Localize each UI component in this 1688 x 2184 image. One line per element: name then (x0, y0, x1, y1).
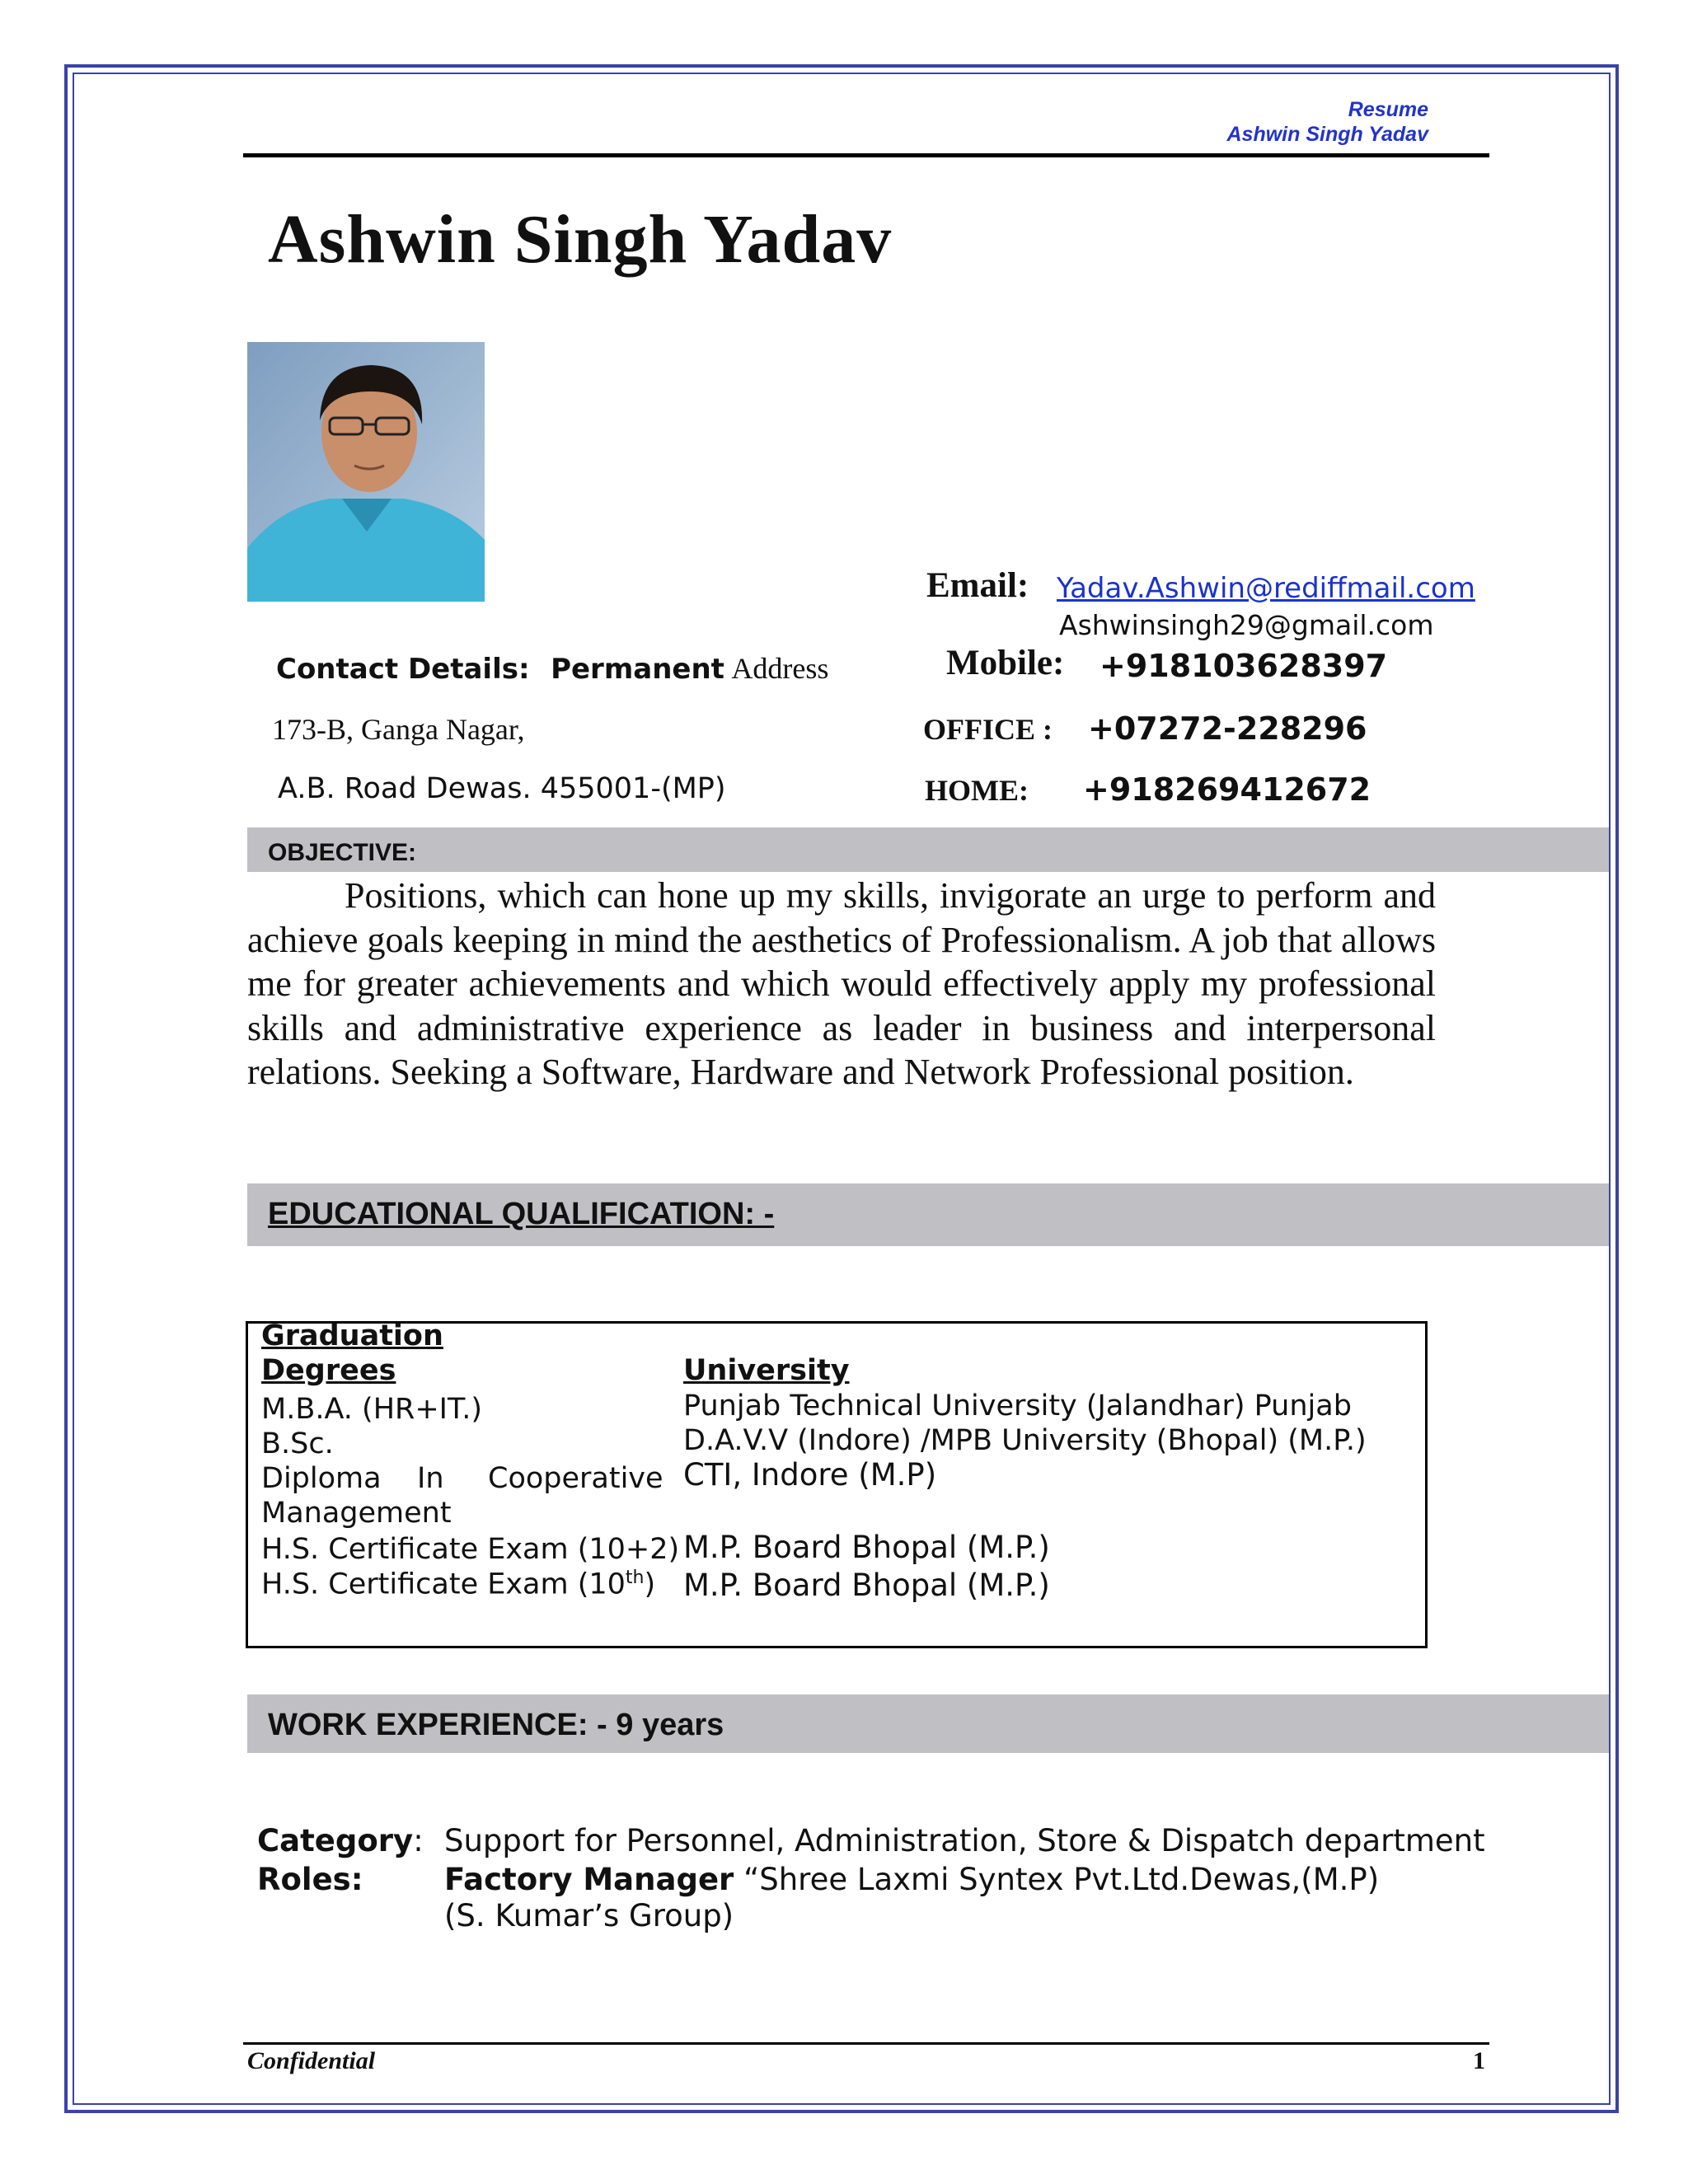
objective-title: OBJECTIVE: (268, 839, 417, 866)
university-row-4: M.P. Board Bhopal (M.P.) (683, 1530, 1050, 1565)
university-row-3: CTI, Indore (M.P) (683, 1457, 937, 1493)
degree-row-1: M.B.A. (HR+IT.) (261, 1393, 482, 1426)
address-line1: 173-B, Ganga Nagar, (272, 713, 525, 746)
office-label: OFFICE : (923, 713, 1053, 746)
roles-group: (S. Kumar’s Group) (444, 1898, 734, 1933)
footer-page-number: 1 (1473, 2047, 1485, 2074)
roles-label: Roles: (257, 1862, 363, 1897)
email-label: Email: (926, 566, 1029, 605)
candidate-name: Ashwin Singh Yadav (268, 201, 893, 278)
education-title: EDUCATIONAL QUALIFICATION: - (268, 1197, 775, 1231)
address-label: Address (731, 652, 829, 685)
roles-value: Factory Manager “Shree Laxmi Syntex Pvt.Ltd.Dewas,(M.P) (444, 1862, 1380, 1897)
footer-confidential: Confidential (247, 2047, 376, 2074)
university-row-2: D.A.V.V (Indore) /MPB University (Bhopal) (M.P.) (683, 1424, 1367, 1457)
contact-details-label: Contact Details: (276, 653, 530, 686)
degree-row-3-word1: Diploma (261, 1462, 382, 1495)
email-primary-link[interactable]: Yadav.Ashwin@rediffmail.com (1057, 572, 1475, 605)
address-line2: A.B. Road Dewas. 455001-(MP) (278, 772, 726, 805)
permanent-label: Permanent (551, 653, 724, 686)
university-row-1: Punjab Technical University (Jalandhar) Punjab (683, 1390, 1352, 1422)
header-resume-label: Resume (1348, 98, 1428, 121)
header-rule (243, 153, 1489, 157)
footer-rule (243, 2042, 1489, 2045)
degree-row-2: B.Sc. (261, 1427, 334, 1460)
category-label: Category: (257, 1823, 424, 1858)
university-row-5: M.P. Board Bhopal (M.P.) (683, 1568, 1050, 1603)
header-name-label: Ashwin Singh Yadav (1226, 123, 1428, 146)
university-header: University (683, 1354, 850, 1387)
degree-row-4: H.S. Certificate Exam (10+2) (261, 1533, 680, 1566)
graduation-label: Graduation (261, 1319, 443, 1352)
degree-row-3-word3: Cooperative (488, 1462, 663, 1495)
mobile-value: +918103628397 (1100, 648, 1388, 684)
degree-row-3-line2: Management (261, 1497, 452, 1530)
contact-details-line (276, 651, 828, 686)
degrees-header: Degrees (261, 1354, 396, 1387)
email-secondary: Ashwinsingh29@gmail.com (1059, 609, 1434, 641)
degree-row-5: H.S. Certificate Exam (10th) (261, 1568, 656, 1601)
mobile-label: Mobile: (946, 644, 1065, 682)
objective-band (247, 827, 1609, 872)
objective-text: Positions, which can hone up my skills, invigorate an urge to perform and achieve goals keeping in mind the aesthetics of Professionalism. A job that allows me for greater achievements and which would effectively apply my professional skills and administrative experience as leader in business and interpersonal relations. Seeking a Software, Hardware and Network Professional position. (247, 875, 1436, 1092)
degree-row-3-word2: In (417, 1462, 444, 1495)
office-value: +07272-228296 (1088, 710, 1367, 747)
home-value: +918269412672 (1083, 771, 1372, 808)
work-title: WORK EXPERIENCE: - 9 years (268, 1708, 724, 1742)
home-label: HOME: (925, 774, 1029, 807)
category-value: Support for Personnel, Administration, Store & Dispatch department (444, 1823, 1485, 1858)
profile-photo (247, 342, 485, 602)
